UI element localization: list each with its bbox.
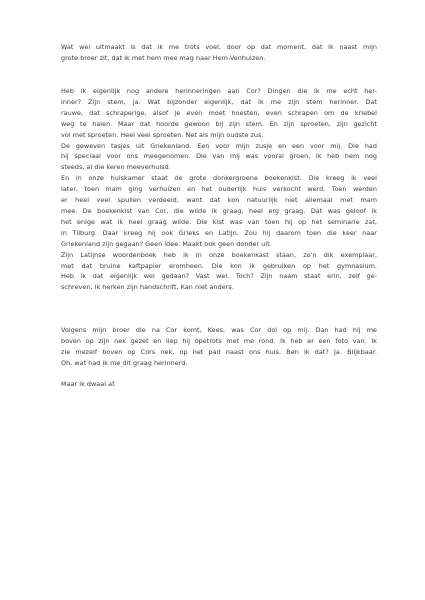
text-line: Heb ik dat eigenlijk wel gedaan? Vast wel. Toch? Zijn naam staat erin, zelf ge- [61,272,377,281]
paragraph-2 [61,86,377,293]
paragraph-1 [61,42,377,64]
paragraph-4 [61,379,377,390]
text-line: zie mezelf boven op Cors nek, op het pad naast ons huis. Ben ik dat? Ja. Blijkbaar. [61,347,377,356]
text-line: Heb ik eigenlijk nog andere herinneringen aan Cor? Dingen die ik me echt her- [61,87,377,95]
text-line: En in onze huiskamer staat de grote donkergroene boekenkist. Die kreeg ik veel [61,174,377,183]
text-line: later, toen mam ging verhuizen en het ouderlijk huis verkocht werd. Toen werden [61,185,377,194]
text-line: Volgens mijn broer die na Cor komt, Kees, was Cor dol op mij. Dan had hij me [61,326,377,334]
text-line: Maar ik dwaal af. [61,380,117,388]
text-line: vol met sproeten. Heel veel sproeten. Net als mijn oudste zus. [61,130,264,139]
text-line: weg te halen. Maar dat hoorde gewoon bij zijn stem. En zijn sproeten, zijn gezicht [61,119,377,128]
text-line: het enige wat ik heel graag wilde. Die kist was van toen hij op het seminarie zat, [61,217,377,226]
text-line: grote broer zit, dat ik met hem mee mag naar Hem-Venhuizen. [61,53,266,62]
text-line: Griekenland zijn gegaan? Geen idee. Maakt ook geen donder uit. [61,239,272,248]
text-line: Oh, wat had ik me dit graag herinnerd. [61,358,188,367]
text-line: in Tilburg. Daar kreeg hij ook Grieks en Latijn. Zou hij daarom toen die keer naar [61,228,377,237]
text-line: hij speciaal voor ons meegenomen. Die van mij was vooral groen, ik heb hem nog [61,152,377,161]
text-line: mee. De boekenkist van Cor, die wilde ik graag, heel erg graag. Dat was geloof ik [61,206,377,215]
text-line: steeds, al die keren meeverhuisd. [61,163,171,172]
text-line: Wat wel uitmaakt is dat ik me trots voel, door op dat moment, dat ik naast mijn [61,43,377,51]
text-line: met dat bruine kaftpapier eromheen. Die kon ik gebruiken op het gymnasium. [61,261,377,270]
text-line: inner? Zijn stem, ja. Wat bijzonder eigenlijk, dat ik me zijn stem herinner. Dat [61,97,377,106]
paragraph-3 [61,325,377,369]
text-line: er heel veel spullen verdeeld, want dat kon natuurlijk niet allemaal met mam [61,196,377,205]
text-line: rauwe, dat schraperige, alsof je even moet hoesten, even schrapen om de kriebel [61,108,377,117]
text-line: boven op zijn nek gezet en liep hij opetrots met me rond. Ik heb er een foto van. Ik [61,336,377,345]
text-line: De geweven tasjes uit Griekenland. Een voor mijn zusje en een voor mij. Die had [61,141,377,150]
text-line: Zijn Latijnse woordenboek heb ik in onze boekenkast staan, zo'n dik exemplaar, [61,250,377,259]
text-line: schreven, ik herken zijn handschrift. Kan niet anders. [61,283,234,292]
